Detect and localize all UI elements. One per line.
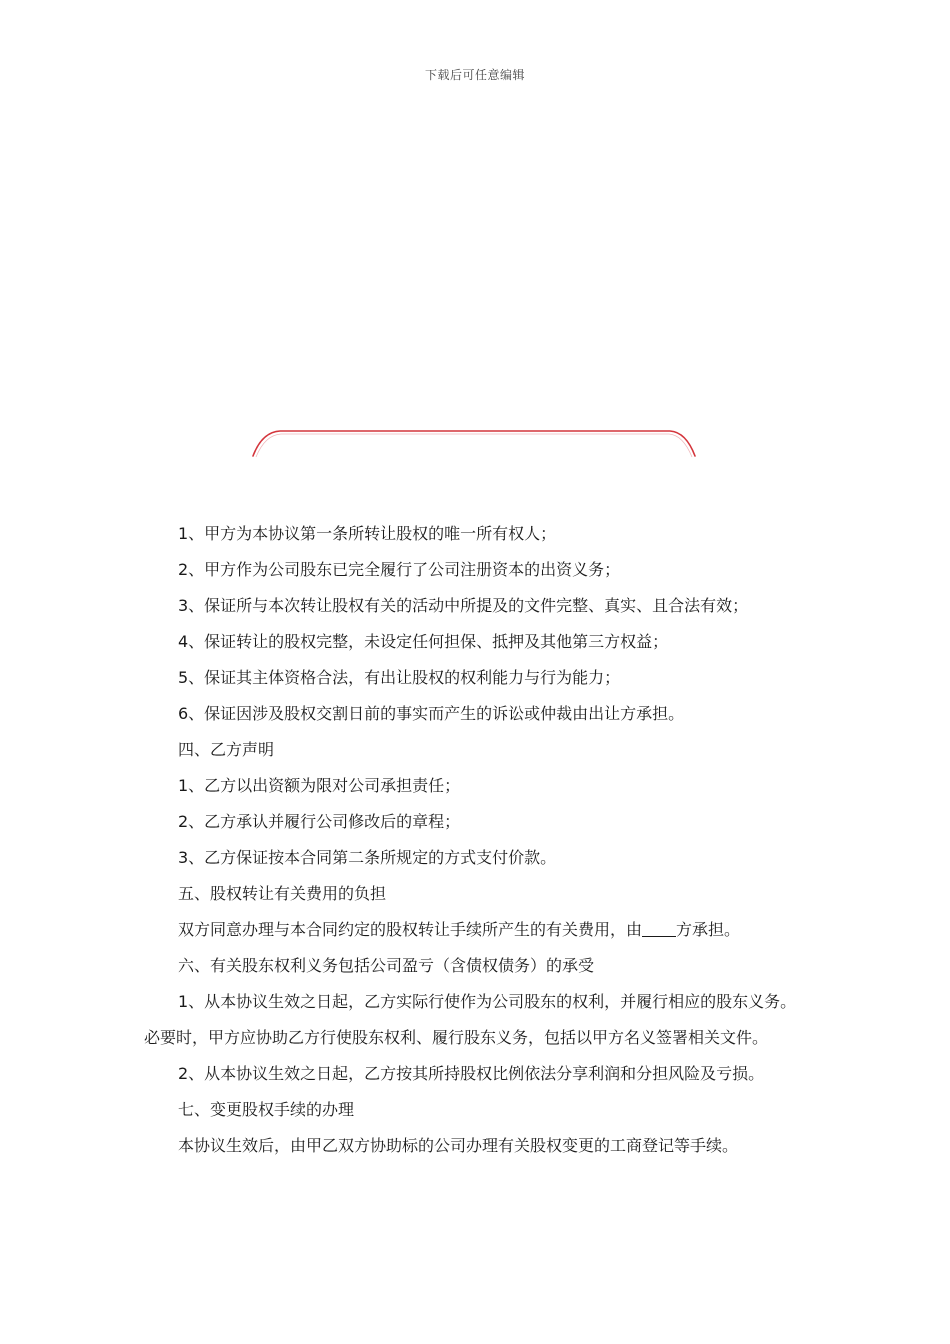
fill-in-blank — [642, 918, 676, 937]
clause-paragraph: 4、保证转让的股权完整，未设定任何担保、抵押及其他第三方权益； — [178, 632, 669, 651]
section-heading: 六、有关股东权利义务包括公司盈亏（含债权债务）的承受 — [178, 956, 595, 975]
document-body — [144, 516, 808, 1164]
clause-paragraph: 2、从本协议生效之日起，乙方按其所持股权比例依法分享利润和分担风险及亏损。 — [178, 1064, 765, 1083]
clause-paragraph: 5、保证其主体资格合法，有出让股权的权利能力与行为能力； — [178, 668, 621, 687]
clause-paragraph: 本协议生效后，由甲乙双方协助标的公司办理有关股权变更的工商登记等手续。 — [178, 1136, 739, 1155]
clause-paragraph: 1、从本协议生效之日起，乙方实际行使作为公司股东的权利，并履行相应的股东义务。必要时，甲方应协助乙方行使股东权利、履行股东义务，包括以甲方名义签署相关文件。 — [144, 992, 797, 1047]
clause-text-part: 方承担。 — [676, 920, 741, 939]
clause-paragraph: 1、乙方以出资额为限对公司承担责任； — [178, 776, 461, 795]
page-header-note: 下载后可任意编辑 — [424, 68, 525, 82]
clause-paragraph: 2、乙方承认并履行公司修改后的章程； — [178, 812, 461, 831]
clause-text-part: 双方同意办理与本合同约定的股权转让手续所产生的有关费用，由 — [178, 920, 643, 939]
section-heading: 四、乙方声明 — [178, 740, 275, 759]
clause-paragraph: 1、甲方为本协议第一条所转让股权的唯一所有权人； — [178, 524, 557, 543]
clause-paragraph: 3、保证所与本次转让股权有关的活动中所提及的文件完整、真实、且合法有效； — [178, 596, 749, 615]
clause-paragraph: 6、保证因涉及股权交割日前的事实而产生的诉讼或仲裁由出让方承担。 — [178, 704, 685, 723]
seal-stamp-arc — [250, 420, 700, 460]
seal-arc-inner-stroke — [256, 434, 692, 457]
section-heading: 五、股权转让有关费用的负担 — [178, 884, 387, 903]
clause-paragraph: 2、甲方作为公司股东已完全履行了公司注册资本的出资义务； — [178, 560, 621, 579]
seal-arc-stroke — [253, 431, 695, 456]
clause-paragraph: 3、乙方保证按本合同第二条所规定的方式支付价款。 — [178, 848, 557, 867]
clause-paragraph — [144, 912, 808, 948]
section-heading: 七、变更股权手续的办理 — [178, 1100, 355, 1119]
